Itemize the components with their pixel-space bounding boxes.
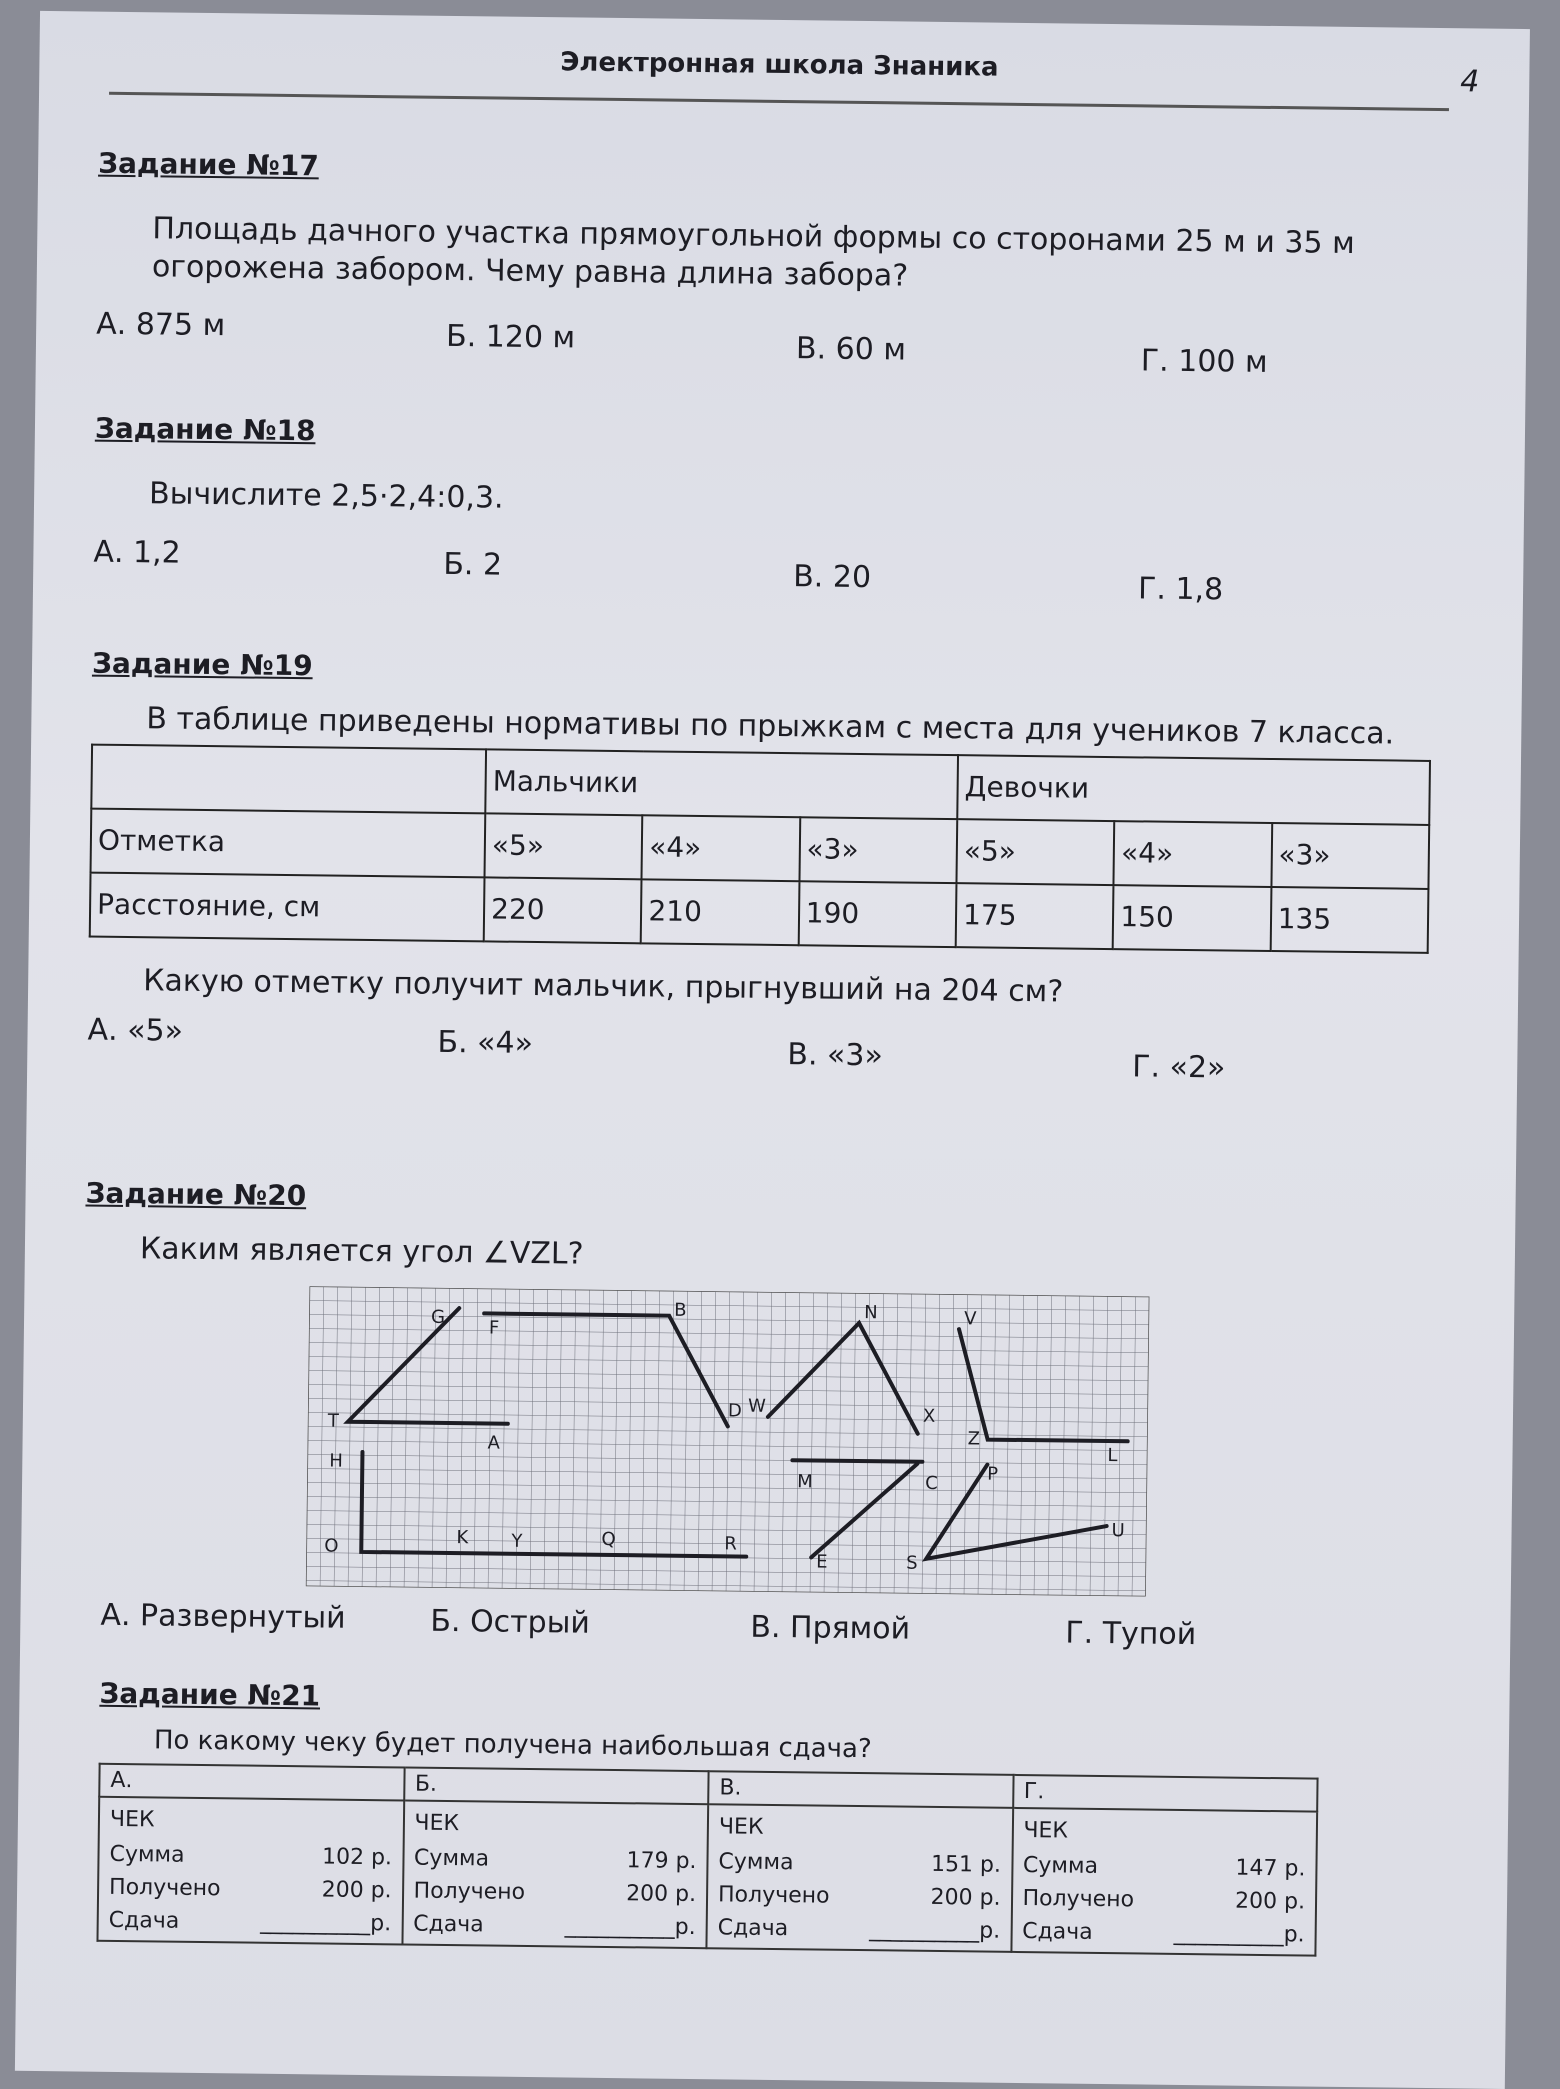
point-label: S	[906, 1552, 918, 1574]
got-label: Получено	[413, 1878, 526, 1905]
cheque-got-row	[413, 1874, 696, 1910]
sum-value: 179 р.	[626, 1847, 697, 1874]
task-20-title: Задание №20	[85, 1176, 307, 1213]
sum-label: Сумма	[1022, 1852, 1099, 1879]
change-blank[interactable]: __________р.	[1173, 1920, 1305, 1947]
row-mark-label: Отметка	[91, 808, 486, 877]
cheque-sum-row	[414, 1841, 697, 1877]
cheque-letter: А.	[99, 1763, 404, 1800]
got-label: Получено	[1022, 1885, 1135, 1912]
point-label: A	[487, 1431, 501, 1454]
cheque-change-row	[1022, 1915, 1305, 1951]
answer-option: В. Прямой	[750, 1609, 911, 1647]
task-21	[76, 1677, 1439, 1958]
got-label: Получено	[108, 1874, 221, 1901]
answer-option: Г. 100 м	[1140, 343, 1268, 380]
change-label: Сдача	[108, 1907, 180, 1934]
mark-cell: «4»	[642, 815, 800, 881]
cheques-table	[96, 1762, 1318, 1956]
point-label: Z	[967, 1427, 981, 1449]
task-17	[96, 147, 1459, 380]
cheque-sum-row	[718, 1845, 1001, 1881]
cheque-got-row	[718, 1878, 1001, 1914]
got-value: 200 р.	[1234, 1888, 1306, 1914]
task-21-title: Задание №21	[99, 1676, 321, 1713]
change-label: Сдача	[413, 1911, 484, 1937]
cheque-body	[402, 1800, 708, 1948]
cheque-sum-row	[109, 1837, 392, 1873]
got-value: 200 р.	[321, 1876, 392, 1903]
point-label: V	[964, 1307, 977, 1329]
point-label: B	[674, 1299, 687, 1321]
answer-option: В. «3»	[787, 1037, 884, 1074]
sum-label: Сумма	[109, 1841, 185, 1868]
task-18	[93, 412, 1455, 607]
answer-option: Б. Острый	[430, 1603, 591, 1641]
point-label: P	[987, 1463, 999, 1485]
point-label: U	[1111, 1519, 1125, 1541]
distance-cell: 220	[484, 877, 642, 943]
change-label: Сдача	[717, 1914, 789, 1941]
task-18-answers	[93, 534, 1454, 607]
got-value: 200 р.	[930, 1884, 1001, 1911]
answer-option: Б. «4»	[437, 1024, 534, 1061]
distance-cell: 150	[1113, 885, 1271, 951]
jump-norms-table	[89, 743, 1431, 953]
point-label: M	[797, 1470, 813, 1492]
row-distance-label: Расстояние, см	[90, 872, 485, 941]
point-label: T	[327, 1410, 339, 1432]
task-18-question: Вычислите 2,5·2,4:0,3.	[148, 476, 504, 516]
cheque-letter: Б.	[404, 1767, 709, 1804]
point-label: F	[488, 1316, 500, 1339]
distance-cell: 135	[1270, 887, 1428, 953]
sum-label: Сумма	[413, 1845, 490, 1872]
geometry-grid	[306, 1286, 1150, 1596]
distance-cell: 210	[641, 879, 799, 945]
sum-value: 147 р.	[1235, 1855, 1306, 1881]
point-label: L	[1107, 1444, 1118, 1466]
point-label: K	[456, 1526, 469, 1548]
point-label: H	[329, 1450, 344, 1472]
cheque-letter: Г.	[1013, 1774, 1318, 1811]
mark-cell: «3»	[799, 817, 957, 883]
geometry-figure	[306, 1286, 1150, 1596]
task-17-question: Площадь дачного участка прямоугольной формы со сторонами 25 м и 35 м огорожена забором. Чему равна длина забора?	[151, 211, 1355, 294]
sum-value: 151 р.	[930, 1851, 1002, 1878]
answer-option: А. Развернутый	[100, 1597, 346, 1636]
task-20-question: Каким является угол ∠VZL?	[139, 1231, 584, 1272]
change-blank[interactable]: __________р.	[869, 1916, 1001, 1944]
mark-cell: «4»	[1114, 821, 1272, 887]
cheque-got-row	[109, 1870, 392, 1906]
task-19-question: Какую отметку получит мальчик, прыгнувший на 204 см?	[143, 962, 1064, 1009]
cheque-got-row	[1022, 1882, 1305, 1918]
point-label: O	[324, 1534, 339, 1557]
cheque-change-row	[109, 1903, 392, 1939]
cheque-body	[1011, 1807, 1317, 1955]
cheque-sum-row	[1023, 1849, 1306, 1885]
point-label: Y	[511, 1530, 523, 1552]
mark-cell: «3»	[1271, 823, 1429, 889]
cheque-change-row	[717, 1911, 1000, 1947]
cheque-change-row	[413, 1907, 696, 1943]
point-label: C	[925, 1472, 938, 1494]
cheque-label: ЧЕК	[109, 1806, 155, 1832]
group-boys: Мальчики	[485, 749, 958, 819]
cheque-body	[97, 1796, 403, 1944]
sum-label: Сумма	[718, 1848, 794, 1875]
answer-option: В. 20	[792, 558, 872, 595]
point-label: E	[816, 1550, 828, 1573]
answer-option: Б. 2	[443, 546, 503, 583]
answer-option: А. «5»	[87, 1012, 184, 1049]
page-number: 4	[1459, 64, 1480, 100]
task-19-intro: В таблице приведены нормативы по прыжкам с места для учеников 7 класса.	[146, 701, 1395, 752]
task-20-answers	[80, 1597, 1441, 1670]
task-17-answers	[96, 307, 1457, 380]
answer-option: Г. Тупой	[1065, 1615, 1197, 1652]
answer-option: А. 875 м	[96, 306, 226, 344]
cheque-label: ЧЕК	[414, 1810, 460, 1836]
point-label: Q	[601, 1528, 616, 1550]
school-title: Электронная школа Знаника	[560, 47, 999, 83]
task-19-answers	[87, 1013, 1448, 1086]
answer-option: Г. «2»	[1132, 1049, 1226, 1086]
answer-option: Б. 120 м	[445, 318, 576, 356]
change-label: Сдача	[1022, 1918, 1093, 1945]
task-19	[87, 647, 1452, 1086]
task-17-title: Задание №17	[97, 146, 320, 183]
point-label: G	[431, 1306, 446, 1328]
page-header	[109, 42, 1480, 111]
got-value: 200 р.	[625, 1880, 697, 1907]
cheque-label: ЧЕК	[718, 1813, 764, 1840]
got-label: Получено	[717, 1881, 830, 1909]
group-girls: Девочки	[957, 755, 1430, 825]
point-label: W	[747, 1395, 767, 1417]
answer-option: В. 60 м	[795, 331, 907, 368]
cheque-body	[706, 1804, 1012, 1952]
worksheet-page	[15, 11, 1530, 2089]
point-label: X	[922, 1405, 936, 1427]
point-label: R	[724, 1532, 738, 1555]
distance-cell: 190	[798, 881, 956, 947]
task-18-title: Задание №18	[94, 411, 316, 448]
task-20	[80, 1177, 1446, 1670]
cheque-label: ЧЕК	[1023, 1817, 1069, 1844]
distance-cell: 175	[956, 883, 1114, 949]
task-19-title: Задание №19	[91, 646, 313, 683]
mark-cell: «5»	[485, 813, 643, 879]
point-label: N	[864, 1301, 878, 1323]
point-label: D	[727, 1399, 743, 1422]
table-cell-empty	[91, 744, 486, 813]
mark-cell: «5»	[956, 819, 1114, 885]
change-blank[interactable]: __________р.	[260, 1909, 392, 1936]
task-21-question: По какому чеку будет получена наибольшая сдача?	[153, 1725, 872, 1765]
change-blank[interactable]: __________р.	[564, 1912, 696, 1940]
cheque-letter: В.	[708, 1771, 1013, 1808]
answer-option: А. 1,2	[93, 534, 181, 571]
sum-value: 102 р.	[321, 1843, 393, 1870]
answer-option: Г. 1,8	[1137, 570, 1224, 607]
